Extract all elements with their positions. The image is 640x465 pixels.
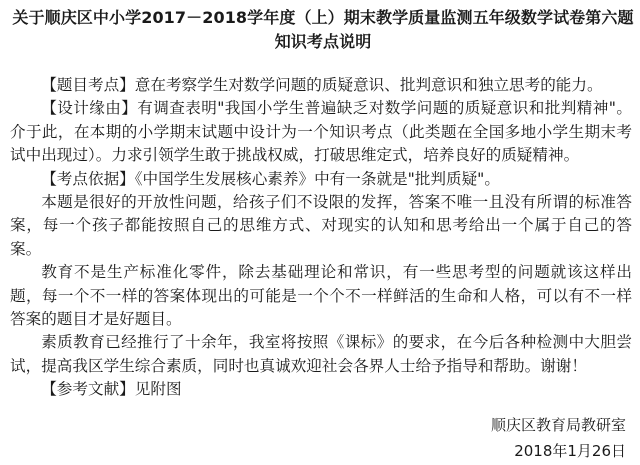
document-body — [10, 74, 632, 402]
signature-date: 2018年1月26日 — [514, 442, 626, 460]
paragraph-exam-point: 【题目考点】意在考察学生对数学问题的质疑意识、批判意识和独立思考的能力。 — [41, 76, 603, 94]
document-title: 关于顺庆区中小学2017－2018学年度（上）期末教学质量监测五年级数学试卷第六题知识考点说明 — [12, 8, 634, 51]
paragraph-basis: 【考点依据】《中国学生发展核心素养》中有一条就是"批判质疑"。 — [41, 169, 500, 188]
paragraph-education: 教育不是生产标准化零件，除去基础理论和常识，有一些思考型的问题就该这样出题，每一个不一样的答案体现出的可能是一个个不一样鲜活的生命和人格，可以有不一样答案的题目才是好题目。 — [10, 263, 632, 329]
signature-organization: 顺庆区教育局教研室 — [490, 416, 626, 434]
paragraph-references: 【参考文献】见附图 — [41, 380, 182, 399]
paragraph-design-reason: 【设计缘由】有调查表明"我国小学生普遍缺乏对数学问题的质疑意识和批判精神"。介于此，在本期的小学期末试题中设计为一个知识考点（此类题在全国多地小学生期末考试中出现过）。力求引领学生敢于挑战权威，打破思维定式，培养良好的质疑精神。 — [10, 99, 632, 165]
paragraph-open-question: 本题是很好的开放性问题，给孩子们不设限的发挥，答案不唯一且没有所谓的标准答案，每一个孩子都能按照自己的思维方式、对现实的认知和思考给出一个属于自己的答案。 — [10, 193, 632, 258]
paragraph-quality-education: 素质教育已经推行了十余年，我室将按照《课标》的要求，在今后各种检测中大胆尝试，提高我区学生综合素质，同时也真诚欢迎社会各界人士给予指导和帮助。谢谢！ — [10, 333, 632, 375]
